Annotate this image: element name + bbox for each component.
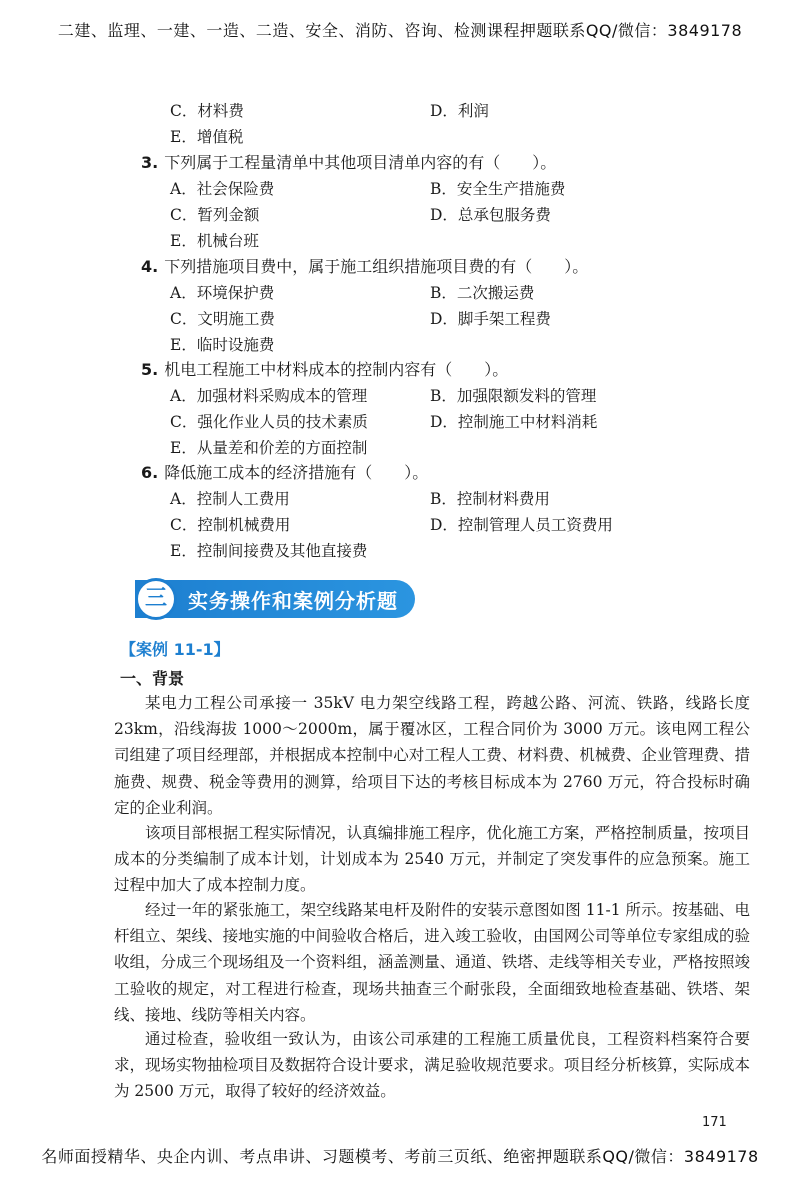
case-paragraph: 该项目部根据工程实际情况，认真编排施工程序，优化施工方案，严格控制质量，按项目成本的分类编制了成本计划，计划成本为 2540 万元，并制定了突发事件的应急预案。施工过程中加大了成本控制力度。 (114, 824, 750, 895)
option-text: E．机械台班 (170, 232, 259, 250)
section-number-badge: 三 (135, 578, 177, 620)
question-stem: 下列措施项目费中，属于施工组织措施项目费的有（ ）。 (164, 257, 589, 276)
question-number: 6. (141, 463, 159, 482)
question-stem: 机电工程施工中材料成本的控制内容有（ ）。 (164, 360, 509, 379)
header-banner: 二建、监理、一建、一造、二造、安全、消防、咨询、检测课程押题联系QQ/微信：3849178 (57, 21, 743, 40)
question-number: 3. (141, 153, 159, 172)
option-text: A．社会保险费 (170, 180, 275, 198)
option-text: C．暂列金额 (170, 206, 260, 224)
case-subheading: 一、背景 (120, 669, 185, 688)
option-text: E．增值税 (170, 128, 244, 146)
option-text: B．加强限额发料的管理 (430, 387, 597, 405)
case-paragraph: 通过检查，验收组一致认为，由该公司承建的工程施工质量优良，工程资料档案符合要求，现场实物抽检项目及数据符合设计要求，满足验收规范要求。项目经分析核算，实际成本为 2500 万元，取得了较好的经济效益。 (114, 1030, 750, 1101)
option-text: A．环境保护费 (170, 284, 275, 302)
question-number: 4. (141, 257, 159, 276)
question-number: 5. (141, 360, 159, 379)
option-text: D．脚手架工程费 (430, 310, 551, 328)
question-3 (141, 152, 556, 174)
option-text: A．控制人工费用 (170, 490, 290, 508)
option-text: D．控制管理人员工资费用 (430, 516, 613, 534)
case-paragraph: 某电力工程公司承接一 35kV 电力架空线路工程，跨越公路、河流、铁路，线路长度 23km，沿线海拔 1000～2000m，属于覆冰区，工程合同价为 3000 万元。该电网工程公司组建了项目经理部，并根据成本控制中心对工程人工费、材料费、机械费、企业管理费、措施费、规费、税金等费用的测算，给项目下达的考核目标成本为 2760 万元，符合投标时确定的企业利润。 (114, 694, 750, 817)
option-text: D．控制施工中材料消耗 (430, 413, 598, 431)
option-text: D．总承包服务费 (430, 206, 551, 224)
question-stem: 下列属于工程量清单中其他项目清单内容的有（ ）。 (164, 153, 557, 172)
case-paragraph: 经过一年的紧张施工，架空线路某电杆及附件的安装示意图如图 11-1 所示。按基础、电杆组立、架线、接地实施的中间验收合格后，进入竣工验收，由国网公司等单位专家组成的验收组，分成三个现场组及一个资料组，涵盖测量、通道、铁塔、走线等相关专业，严格按照竣工验收的规定，对工程进行检查，现场共抽查三个耐张段，全面细致地检查基础、铁塔、架线、接地、线防等相关内容。 (114, 901, 750, 1024)
page-number: 171 (702, 1115, 727, 1130)
case-label: 【案例 11-1】 (120, 640, 230, 659)
option-text: B．二次搬运费 (430, 284, 535, 302)
question-stem: 降低施工成本的经济措施有（ ）。 (164, 463, 429, 482)
option-text: B．控制材料费用 (430, 490, 550, 508)
option-text: A．加强材料采购成本的管理 (170, 387, 368, 405)
section-title: 实务操作和案例分析题 (188, 589, 398, 613)
question-6 (141, 462, 428, 484)
option-text: D．利润 (430, 102, 489, 120)
question-4 (141, 256, 588, 278)
option-text: E．临时设施费 (170, 336, 275, 354)
option-text: C．控制机械费用 (170, 516, 291, 534)
question-5 (141, 359, 508, 381)
option-text: C．材料费 (170, 102, 244, 120)
option-text: B．安全生产措施费 (430, 180, 566, 198)
option-text: C．强化作业人员的技术素质 (170, 413, 368, 431)
option-text: E．从量差和价差的方面控制 (170, 439, 368, 457)
option-text: E．控制间接费及其他直接费 (170, 542, 368, 560)
option-text: C．文明施工费 (170, 310, 275, 328)
footer-banner: 名师面授精华、央企内训、考点串讲、习题模考、考前三页纸、绝密押题联系QQ/微信：3849178 (41, 1147, 759, 1166)
